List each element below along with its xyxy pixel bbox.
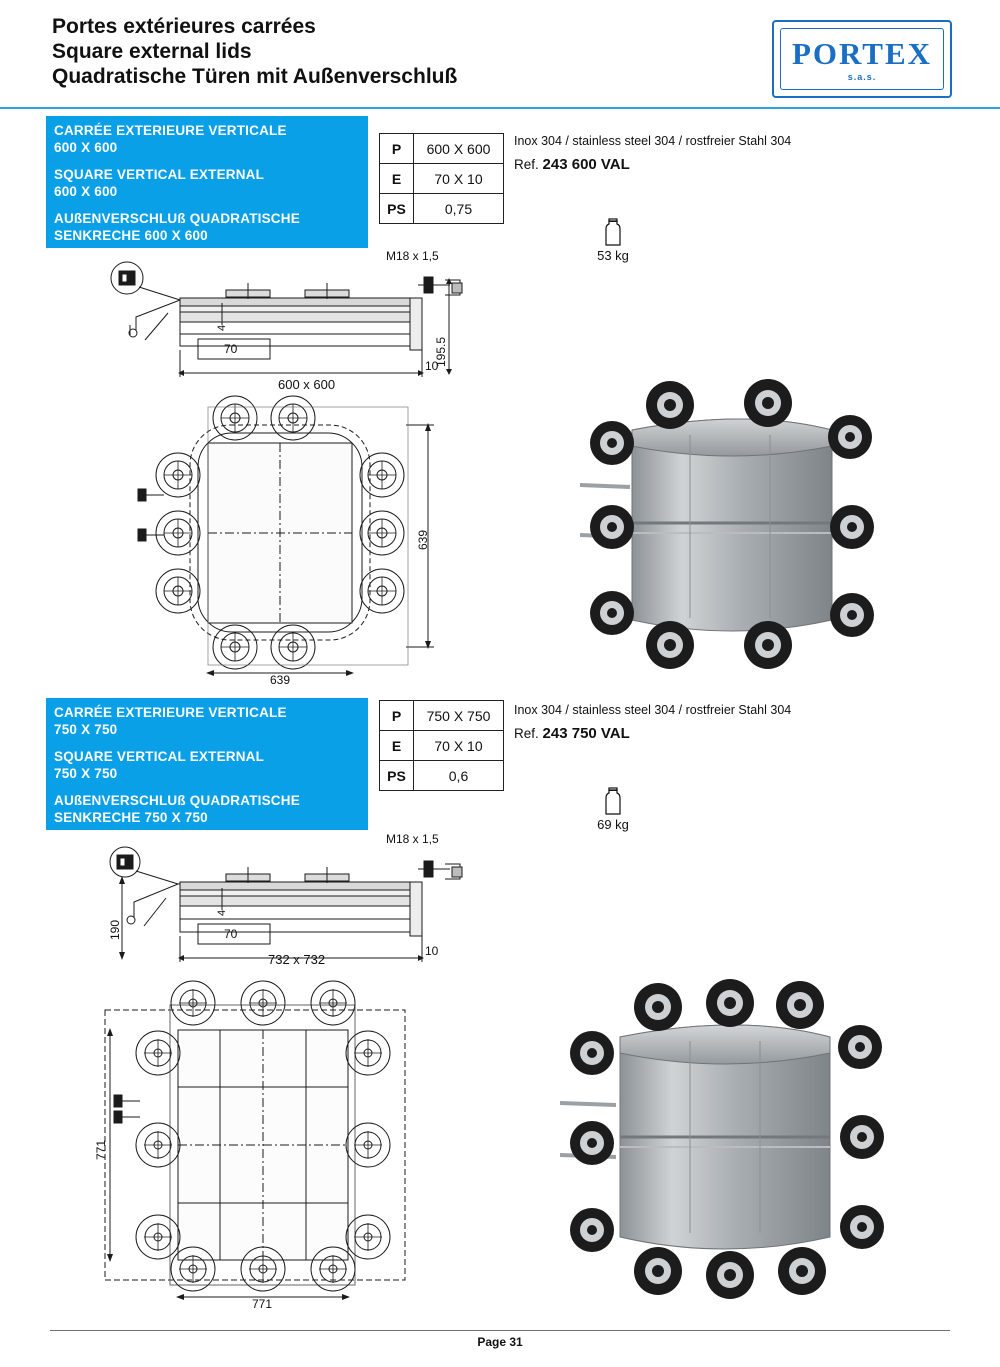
- material-text-750: Inox 304 / stainless steel 304 / rostfreier Stahl 304: [514, 703, 792, 717]
- weight-value-600: 53 kg: [597, 248, 629, 263]
- dim-edge-600: 10: [425, 359, 439, 373]
- spec-row: [380, 761, 503, 790]
- header-divider: [0, 107, 1000, 109]
- logo-subtitle: s.a.s.: [847, 72, 877, 82]
- weight-value-750: 69 kg: [597, 817, 629, 832]
- label-fr-line2: 600 X 600: [54, 140, 118, 155]
- weight-block-600: [578, 216, 648, 263]
- spec-row: [380, 731, 503, 761]
- spec-value: 600 X 600: [414, 134, 503, 163]
- ref-value: 243 600 VAL: [542, 156, 630, 173]
- dim-inner-750: 70: [224, 927, 238, 941]
- dim-width-600: 600 x 600: [278, 377, 336, 392]
- footer-divider: [50, 1330, 950, 1331]
- weight-block-750: [578, 785, 648, 832]
- spec-table-600: [379, 133, 504, 224]
- dim-height-750: 190: [108, 919, 122, 940]
- reference-600: [514, 156, 630, 173]
- spec-row: [380, 164, 503, 194]
- spec-value: 750 X 750: [414, 701, 503, 730]
- dim-thickness-750: 4: [216, 909, 228, 916]
- label-en-line2: 750 X 750: [54, 766, 118, 781]
- spec-key: PS: [380, 761, 414, 790]
- label-de-line1: AUßENVERSCHLUß QUADRATISCHE: [54, 211, 300, 226]
- page-number: Page 31: [477, 1335, 523, 1349]
- spec-key: P: [380, 134, 414, 163]
- product-label-box-750: [46, 698, 368, 830]
- dim-height-600: 195.5: [434, 336, 448, 367]
- title-de: Quadratische Türen mit Außenverschluß: [52, 65, 458, 88]
- dim-thread-750: M18 x 1,5: [386, 832, 439, 846]
- dim-thread-600: M18 x 1,5: [386, 249, 439, 263]
- product-label-box-600: [46, 116, 368, 248]
- portex-logo: [772, 20, 952, 98]
- label-de-line1: AUßENVERSCHLUß QUADRATISCHE: [54, 793, 300, 808]
- product-photo-600: [570, 375, 900, 685]
- label-fr-line1: CARRÉE EXTERIEURE VERTICALE: [54, 123, 287, 138]
- dim-inner-600: 70: [224, 342, 238, 356]
- spec-value: 70 X 10: [414, 164, 503, 193]
- label-fr-line2: 750 X 750: [54, 722, 118, 737]
- plan-view-drawing-750: [80, 975, 460, 1311]
- side-view-drawing-600: [100, 249, 480, 395]
- spec-table-750: [379, 700, 504, 791]
- label-fr-line1: CARRÉE EXTERIEURE VERTICALE: [54, 705, 287, 720]
- page-header: [0, 0, 1000, 108]
- page-footer: [0, 1330, 1000, 1349]
- dim-plan-vertical-750: 771: [94, 1139, 108, 1160]
- label-de-line2: SENKRECHE 600 X 600: [54, 228, 208, 243]
- title-en: Square external lids: [52, 40, 252, 63]
- dim-plan-horizontal-750: 771: [252, 1297, 273, 1311]
- ref-label: Ref.: [514, 157, 539, 172]
- label-de-line2: SENKRECHE 750 X 750: [54, 810, 208, 825]
- plan-view-drawing-600: [130, 385, 460, 685]
- ref-value: 243 750 VAL: [542, 725, 630, 742]
- title-fr: Portes extérieures carrées: [52, 15, 316, 38]
- label-en-line1: SQUARE VERTICAL EXTERNAL: [54, 749, 265, 764]
- dim-thickness-600: 4: [216, 324, 228, 331]
- product-photo-750: [550, 975, 920, 1305]
- spec-row: [380, 194, 503, 223]
- spec-key: E: [380, 164, 414, 193]
- page-title: [52, 14, 457, 89]
- ref-label: Ref.: [514, 726, 539, 741]
- material-text-600: Inox 304 / stainless steel 304 / rostfreier Stahl 304: [514, 134, 792, 148]
- spec-value: 70 X 10: [414, 731, 503, 760]
- spec-value: 0,6: [414, 761, 503, 790]
- reference-750: [514, 725, 630, 742]
- weight-icon: [578, 785, 648, 815]
- logo-wordmark: PORTEX: [791, 36, 933, 71]
- dim-plan-horizontal-600: 639: [270, 673, 291, 687]
- dim-width-750: 732 x 732: [268, 952, 326, 967]
- dim-plan-vertical-600: 639: [416, 529, 430, 550]
- spec-value: 0,75: [414, 194, 503, 223]
- label-en-line1: SQUARE VERTICAL EXTERNAL: [54, 167, 265, 182]
- spec-row: [380, 701, 503, 731]
- spec-key: E: [380, 731, 414, 760]
- spec-key: PS: [380, 194, 414, 223]
- label-en-line2: 600 X 600: [54, 184, 118, 199]
- weight-icon: [578, 216, 648, 246]
- spec-row: [380, 134, 503, 164]
- dim-edge-750: 10: [425, 944, 439, 958]
- spec-key: P: [380, 701, 414, 730]
- side-view-drawing-750: [100, 832, 480, 980]
